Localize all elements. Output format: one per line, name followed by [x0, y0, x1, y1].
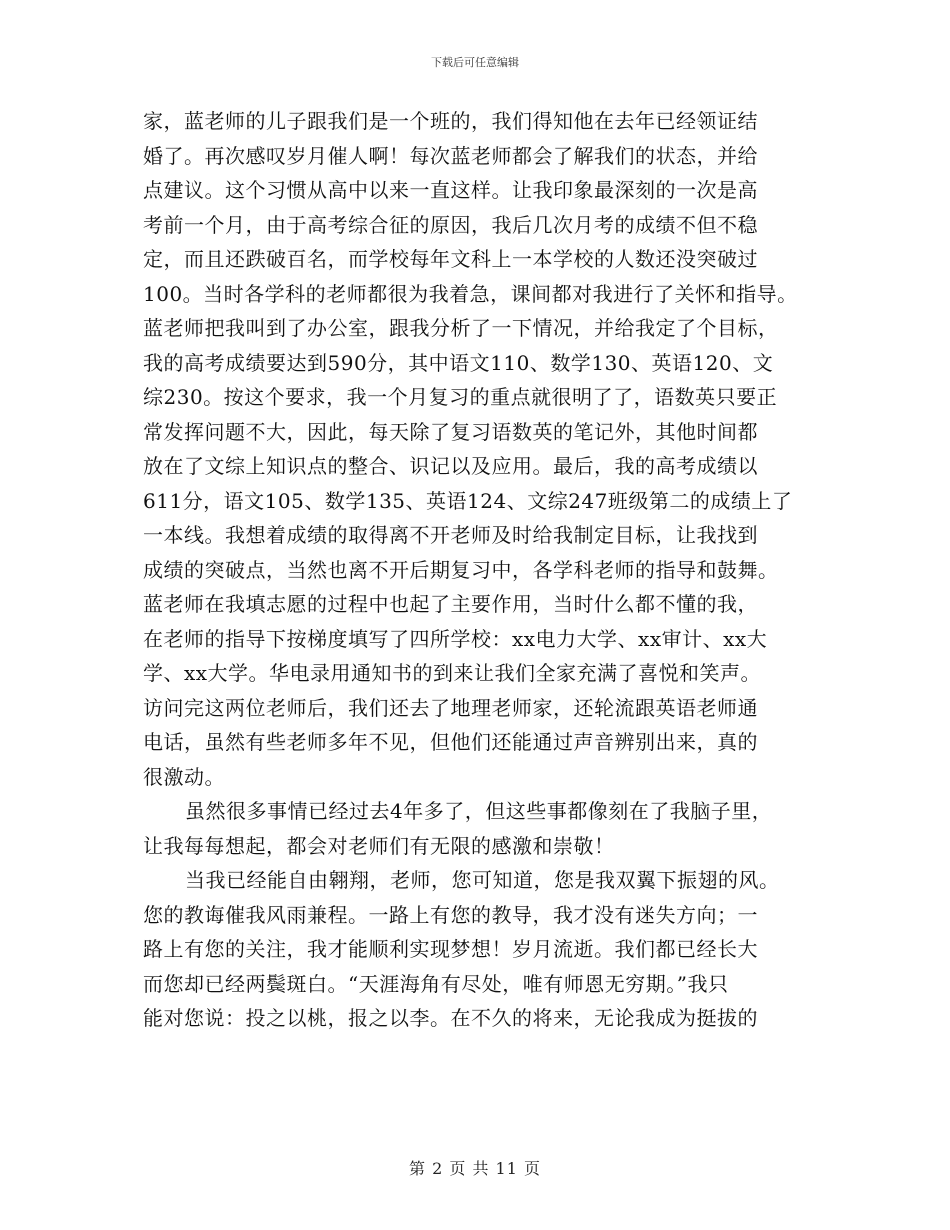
text-line: 常发挥问题不大，因此，每天除了复习语数英的笔记外，其他时间都 — [143, 419, 758, 444]
text-line: 蓝老师在我填志愿的过程中也起了主要作用，当时什么都不懂的我， — [143, 592, 758, 616]
text-line: 能对您说：投之以桃，报之以李。在不久的将来，无论我成为挺拔的 — [143, 1006, 758, 1030]
text-line: 路上有您的关注，我才能顺利实现梦想！岁月流逝。我们都已经长大 — [143, 937, 758, 961]
page-header: 下载后可任意编辑 — [431, 56, 519, 69]
text-line: 蓝老师把我叫到了办公室，跟我分析了一下情况，并给我定了个目标， — [143, 316, 779, 340]
text-line: 电话，虽然有些老师多年不见，但他们还能通过声音辨别出来，真的 — [143, 730, 758, 754]
text-line: 我的高考成绩要达到590分，其中语文110、数学130、英语120、文 — [143, 350, 774, 375]
text-line: 很激动。 — [143, 764, 225, 789]
text-line: 放在了文综上知识点的整合、识记以及应用。最后，我的高考成绩以 — [143, 454, 758, 478]
text-line: 综230。按这个要求，我一个月复习的重点就很明了了，语数英只要正 — [143, 385, 778, 409]
text-line: 访问完这两位老师后，我们还去了地理老师家，还轮流跟英语老师通 — [143, 695, 758, 720]
page-footer: 第 2 页 共 11 页 — [409, 1159, 541, 1178]
paragraph-first-line: 当我已经能自由翱翔，老师，您可知道，您是我双翼下振翅的风。 — [185, 868, 780, 892]
text-line: 100。当时各学科的老师都很为我着急，课间都对我进行了关怀和指导。 — [143, 281, 798, 306]
text-line: 让我每每想起，都会对老师们有无限的感激和崇敬！ — [143, 833, 615, 858]
text-line: 您的教诲催我风雨兼程。一路上有您的教导，我才没有迷失方向；一 — [143, 902, 758, 927]
text-line: 婚了。再次感叹岁月催人啊！每次蓝老师都会了解我们的状态，并给 — [143, 143, 758, 168]
text-line: 一本线。我想着成绩的取得离不开老师及时给我制定目标，让我找到 — [143, 523, 758, 547]
text-line: 而您却已经两鬓斑白。“天涯海角有尽处，唯有师恩无穷期。”我只 — [143, 971, 729, 996]
body-text — [143, 104, 823, 1036]
text-line: 考前一个月，由于高考综合征的原因，我后几次月考的成绩不但不稳 — [143, 212, 758, 237]
text-line: 定，而且还跌破百名，而学校每年文科上一本学校的人数还没突破过 — [143, 247, 758, 271]
text-line: 在老师的指导下按梯度填写了四所学校：xx电力大学、xx审计、xx大 — [143, 626, 768, 651]
text-line: 611分，语文105、数学135、英语124、文综247班级第二的成绩上了 — [143, 488, 793, 513]
text-line: 家，蓝老师的儿子跟我们是一个班的，我们得知他在去年已经领证结 — [143, 109, 758, 133]
text-line: 学、xx大学。华电录用通知书的到来让我们全家充满了喜悦和笑声。 — [143, 661, 762, 685]
text-line: 点建议。这个习惯从高中以来一直这样。让我印象最深刻的一次是高 — [143, 178, 758, 202]
paragraph-first-line: 虽然很多事情已经过去4年多了，但这些事都像刻在了我脑子里， — [185, 799, 773, 823]
text-line: 成绩的突破点，当然也离不开后期复习中，各学科老师的指导和鼓舞。 — [143, 557, 779, 582]
